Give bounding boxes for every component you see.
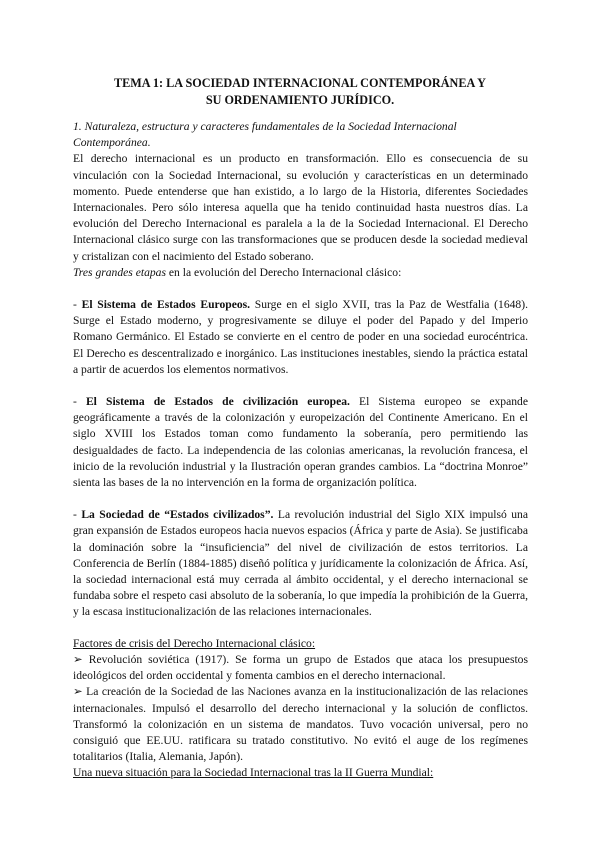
stages-lead-rest: en la evolución del Derecho Internacional clásico: xyxy=(165,265,402,279)
next-section-heading: Una nueva situación para la Sociedad Internacional tras la II Guerra Mundial: xyxy=(73,766,434,780)
arrow-bullet-icon: ➢ xyxy=(73,652,83,666)
intro-paragraph: El derecho internacional es un producto en transformación. Ello es consecuencia de su vinculación con la Sociedad Internacional, su evolución y características en un determinado momento. Puede entenderse que han existido, a lo largo de la Historia, diferentes Sociedades Internacionales. Pero sólo interesa aquella que ha tenido continuidad hasta nuestros días. La evolución del Derecho Internacional es paralela a la de la Sociedad Internacional. El Derecho Internacional clásico surge con las transformaciones que se producen desde la sociedad medieval y cristalizan con el nacimiento del Estado soberano. xyxy=(73,152,528,263)
stage-prefix: - xyxy=(73,508,82,522)
stage-paragraph-2 xyxy=(73,394,528,491)
page-title xyxy=(90,75,510,109)
stage-text-2: El Sistema europeo se expande geográficamente a través de la colonización y europeización del Continente Americano. En el siglo XVIII los Estados toman como fundamento la soberanía, pero permitiendo las desigualdades de facto. La independencia de las colonias americanas, la revolución francesa, el inicio de la revolución industrial y la Ilustración operan grandes cambios. La “doctrina Monroe” sienta las bases de la no intervención en la forma de organización política. xyxy=(73,395,528,490)
stages-lead xyxy=(73,265,528,281)
stage-title-2: El Sistema de Estados de civilización europea. xyxy=(85,395,350,409)
arrow-bullet-icon: ➢ xyxy=(73,685,83,699)
stage-paragraph-1 xyxy=(73,297,528,378)
document-body xyxy=(73,119,528,782)
stage-paragraph-3 xyxy=(73,507,528,620)
crisis-item-2 xyxy=(73,684,528,765)
stages-lead-italic: Tres grandes etapas xyxy=(73,265,166,279)
stage-prefix: - xyxy=(73,298,82,312)
stage-prefix: - xyxy=(73,395,86,409)
crisis-item-1 xyxy=(73,652,528,684)
stage-text-1: Surge en el siglo XVII, tras la Paz de Westfalia (1648). Surge el Estado moderno, y progresivamente se diluye el poder del Papado y del Imperio Romano Germánico. El Estado se convierte en el centro de poder en una sociedad eurocéntrica. El Derecho es descentralizado e inorgánico. Las instituciones inestables, siendo la práctica estatal a partir de acuerdos los elementos normativos. xyxy=(73,298,528,376)
section-1-heading: 1. Naturaleza, estructura y caracteres fundamentales de la Sociedad Internacional Contemporánea. xyxy=(73,120,457,150)
title-line-1: TEMA 1: LA SOCIEDAD INTERNACIONAL CONTEMPORÁNEA Y xyxy=(114,76,486,90)
stage-title-1: El Sistema de Estados Europeos. xyxy=(81,298,251,312)
crisis-item-text-1: Revolución soviética (1917). Se forma un grupo de Estados que ataca los presupuestos ideológicos del orden occidental y fomenta cambios en el derecho internacional. xyxy=(73,652,528,683)
stage-title-3: La Sociedad de “Estados civilizados”. xyxy=(81,508,274,522)
title-line-2: SU ORDENAMIENTO JURÍDICO. xyxy=(205,93,395,107)
stage-text-3: La revolución industrial del Siglo XIX impulsó una gran expansión de Estados europeos hacia nuevos espacios (África y parte de Asia). Se justificaba la dominación sobre la “insuficiencia” del nivel de civilización de estos territorios. La Conferencia de Berlín (1884-1885) diseñó política y jurídicamente la colonización de África. Así, la sociedad internacional está muy cerrada al ámbito occidental, y el derecho internacional se fundaba sobre el respeto casi absoluto de la soberanía, lo que impedía la prohibición de la Guerra, y la escasa institucionalización de las relaciones internacionales. xyxy=(73,508,528,619)
crisis-heading: Factores de crisis del Derecho Internacional clásico: xyxy=(73,636,316,650)
crisis-item-text-2: La creación de la Sociedad de las Naciones avanza en la institucionalización de las relaciones internacionales. Impulsó el desarrollo del derecho internacional y la solución de conflictos. Transformó la colonización en un sistema de mandatos. Tuvo vocación universal, pero no consiguió que EE.UU. ratificara su tratado constitutivo. No evitó el auge de los regímenes totalitarios (Italia, Alemania, Japón). xyxy=(73,685,528,764)
